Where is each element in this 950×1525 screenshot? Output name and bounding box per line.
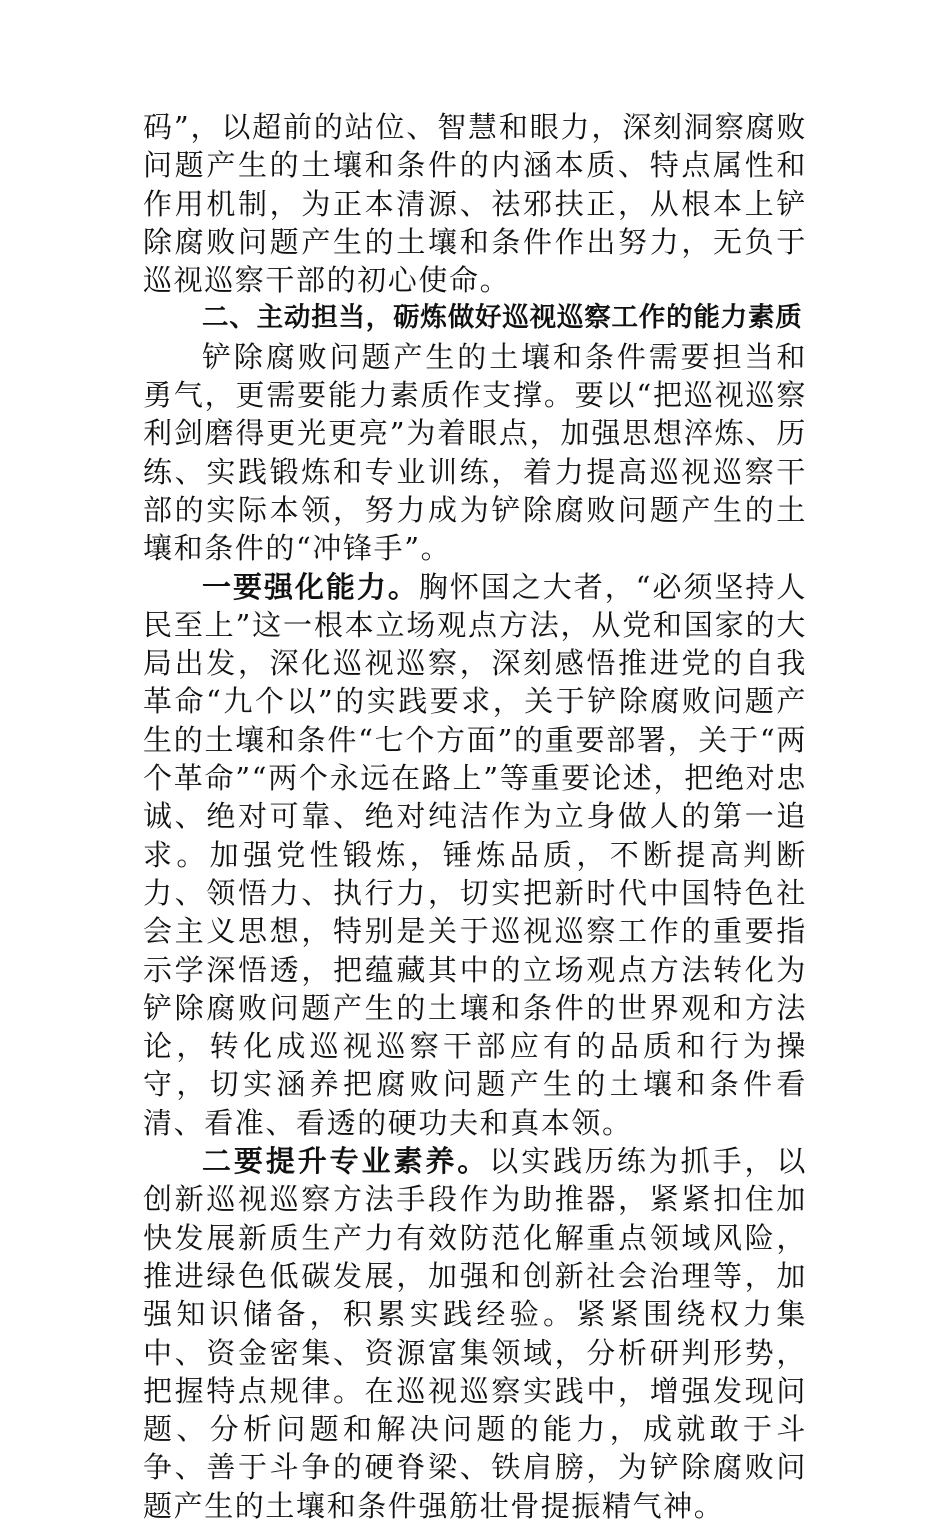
point-two-paragraph: [143, 1142, 807, 1525]
point-two-lead: 二要提升专业素养。: [202, 1144, 490, 1179]
point-one-lead: 一要强化能力。: [202, 569, 419, 604]
point-one-paragraph: [143, 568, 807, 1142]
section-heading: 二、主动担当，砺炼做好巡视巡察工作的能力素质: [202, 302, 803, 334]
document-body: [143, 108, 807, 1525]
point-one-body: 胸怀国之大者，“必须坚持人民至上”这一根本立场观点方法，从党和国家的大局出发，深化巡视巡察，深刻感悟推进党的自我革命“九个以”的实践要求，关于铲除腐败问题产生的土壤和条件“七个方面”的重要部署，关于“两个革命”“两个永远在路上”等重要论述，把绝对忠诚、绝对可靠、绝对纯洁作为立身做人的第一追求。加强党性锻炼，锤炼品质，不断提高判断力、领悟力、执行力，切实把新时代中国特色社会主义思想，特别是关于巡视巡察工作的重要指示学深悟透，把蕴藏其中的立场观点方法转化为铲除腐败问题产生的土壤和条件的世界观和方法论，转化成巡视巡察干部应有的品质和行为操守，切实涵养把腐败问题产生的土壤和条件看清、看准、看透的硬功夫和真本领。: [143, 569, 807, 1140]
continuation-paragraph: 码”，以超前的站位、智慧和眼力，深刻洞察腐败问题产生的土壤和条件的内涵本质、特点属性和作用机制，为正本清源、祛邪扶正，从根本上铲除腐败问题产生的土壤和条件作出努力，无负于巡视巡察干部的初心使命。: [143, 110, 807, 298]
intro-paragraph: 铲除腐败问题产生的土壤和条件需要担当和勇气，更需要能力素质作支撑。要以“把巡视巡察利剑磨得更光更亮”为着眼点，加强思想淬炼、历练、实践锻炼和专业训练，着力提高巡视巡察干部的实际本领，努力成为铲除腐败问题产生的土壤和条件的“冲锋手”。: [143, 339, 807, 566]
point-two-body: 以实践历练为抓手，以创新巡视巡察方法手段作为助推器，紧紧扣住加快发展新质生产力有效防范化解重点领域风险，推进绿色低碳发展，加强和创新社会治理等，加强知识储备，积累实践经验。紧紧围绕权力集中、资金密集、资源富集领域，分析研判形势，把握特点规律。在巡视巡察实践中，增强发现问题、分析问题和解决问题的能力，成就敢于斗争、善于斗争的硬脊梁、铁肩膀，为铲除腐败问题产生的土壤和条件强筋壮骨提振精气神。: [143, 1144, 807, 1523]
